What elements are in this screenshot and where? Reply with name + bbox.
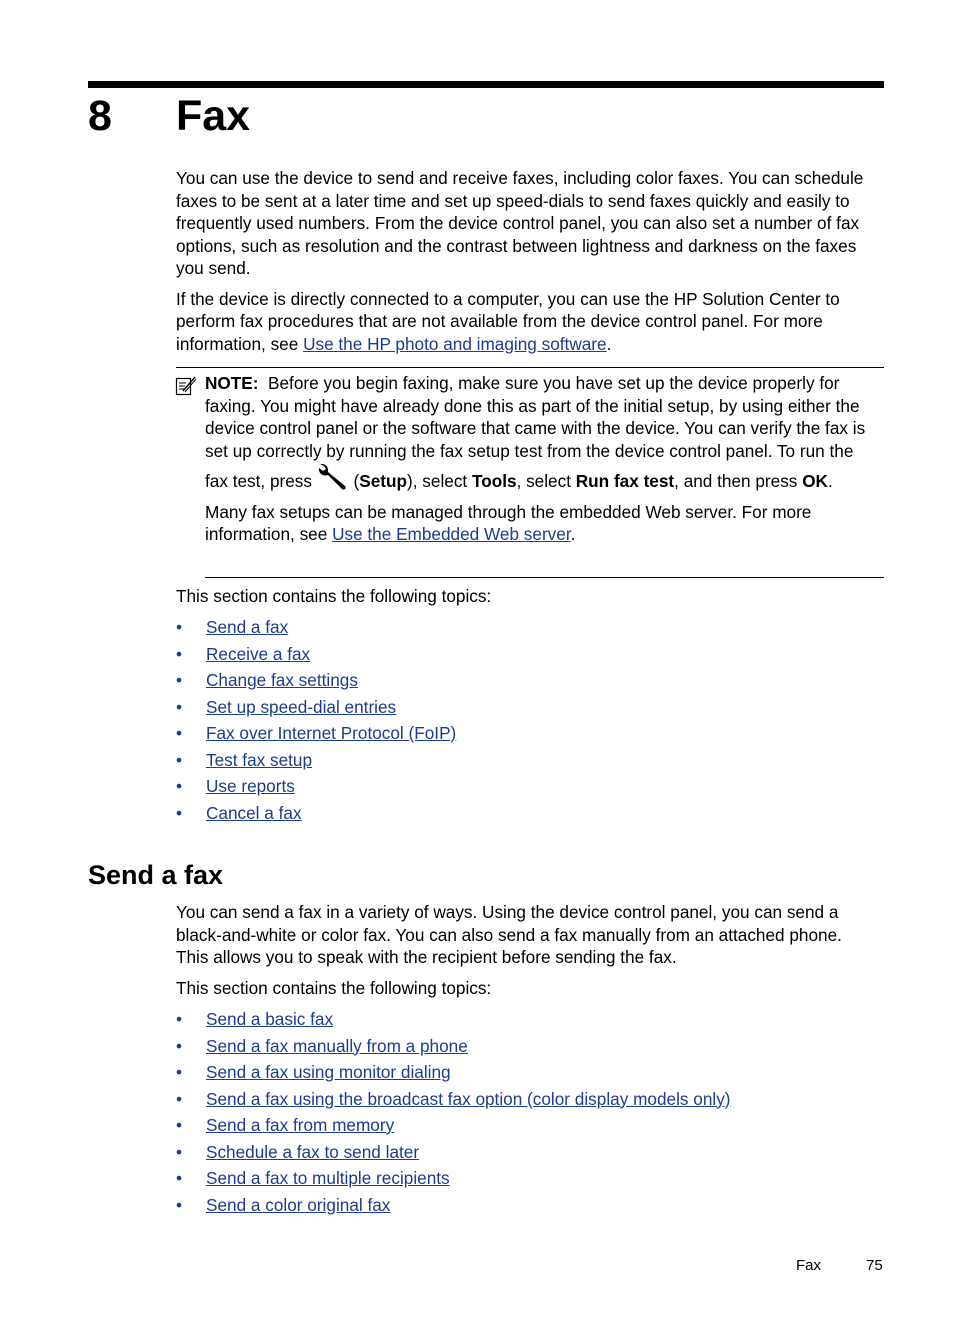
topics-list — [176, 614, 456, 826]
note-top-rule — [176, 367, 884, 368]
bullet: • — [176, 696, 183, 717]
link-use-reports[interactable]: Use reports — [206, 776, 295, 796]
intro-paragraph-1: You can use the device to send and receive faxes, including color faxes. You can schedule faxes to be sent at a later time and set up speed-dials to send faxes quickly and easily to frequently used numbers. From the device control panel, you can also set a number of fax options, such as resolution and the contrast between lightness and darkness on the faxes you send. — [176, 168, 864, 278]
bullet: • — [176, 1009, 183, 1029]
link-broadcast-fax[interactable]: Send a fax using the broadcast fax option (color display models only) — [206, 1088, 731, 1109]
intro-section — [176, 167, 876, 355]
chapter-number: 8 — [88, 92, 112, 140]
note-body — [205, 372, 877, 546]
note-setup-open: ( — [348, 471, 360, 491]
link-send-fax-manually[interactable]: Send a fax manually from a phone — [206, 1035, 468, 1056]
note-after-tools: , select — [516, 471, 576, 491]
bullet: • — [176, 723, 183, 743]
bullet: • — [176, 617, 183, 637]
send-topics-list — [176, 1006, 731, 1218]
list-item — [176, 1192, 731, 1219]
note-after-run: , and then press — [674, 471, 803, 491]
link-speed-dial-entries[interactable]: Set up speed-dial entries — [206, 696, 397, 717]
link-hp-imaging-software[interactable]: Use the HP photo and imaging software — [303, 333, 607, 354]
link-schedule-fax[interactable]: Schedule a fax to send later — [206, 1141, 420, 1162]
list-item — [176, 694, 456, 721]
note-paragraph-2 — [205, 501, 877, 546]
link-receive-a-fax[interactable]: Receive a fax — [206, 643, 311, 664]
link-color-original-fax[interactable]: Send a color original fax — [206, 1194, 391, 1215]
list-item — [176, 614, 456, 641]
note-ok-label: OK — [802, 471, 828, 491]
intro-p2-prefix: If the device is directly connected to a computer, you can use the HP Solution Center to perform fax procedures that are not available from the device control panel. For more information, see — [176, 288, 840, 354]
note-p1-text: Before you begin faxing, make sure you have set up the device properly for faxing. You might have already done this as part of the initial setup, by using either the device control panel or the software that came with the device. You can verify the fax is set up correctly by running the fax setup test from the device control panel. To run the fax test, press — [205, 373, 866, 491]
list-item — [176, 747, 456, 774]
bullet: • — [176, 802, 183, 823]
list-item — [176, 1139, 731, 1166]
list-item — [176, 1006, 731, 1033]
note-bottom-rule — [205, 577, 884, 578]
list-item — [176, 720, 456, 747]
note-p2-prefix: Many fax setups can be managed through the embedded Web server. For more information, see — [205, 501, 812, 544]
list-item — [176, 1033, 731, 1060]
link-foip[interactable]: Fax over Internet Protocol (FoIP) — [206, 723, 457, 743]
page-number: 75 — [866, 1257, 883, 1274]
link-embedded-web-server[interactable]: Use the Embedded Web server — [332, 524, 571, 544]
link-fax-from-memory[interactable]: Send a fax from memory — [206, 1115, 395, 1135]
link-cancel-a-fax[interactable]: Cancel a fax — [206, 802, 302, 823]
bullet: • — [176, 1168, 183, 1188]
note-run-fax-test: Run fax test — [575, 471, 675, 491]
bullet: • — [176, 1062, 183, 1082]
list-item — [176, 1165, 731, 1192]
list-item — [176, 800, 456, 827]
note-paragraph-1 — [205, 372, 877, 493]
note-setup-label: Setup — [359, 471, 408, 491]
chapter-title: Fax — [176, 92, 251, 140]
list-item — [176, 641, 456, 668]
list-item — [176, 773, 456, 800]
bullet: • — [176, 1194, 183, 1215]
link-test-fax-setup[interactable]: Test fax setup — [206, 749, 313, 770]
note-p2-suffix: . — [570, 524, 576, 544]
intro-p2-suffix: . — [606, 333, 612, 354]
wrench-icon — [317, 462, 349, 492]
topics-intro: This section contains the following topics: — [176, 586, 492, 606]
send-paragraph: You can send a fax in a variety of ways. Using the device control panel, you can send a black-and-white or color fax. You can also send a fax manually from an attached phone. This allows you to speak with the recipient before sending the fax. — [176, 902, 842, 967]
list-item — [176, 1086, 731, 1113]
bullet: • — [176, 1115, 183, 1135]
send-topics-intro: This section contains the following topics: — [176, 977, 492, 998]
note-period: . — [827, 471, 833, 491]
send-section-body — [176, 901, 876, 999]
list-item — [176, 1059, 731, 1086]
link-monitor-dialing[interactable]: Send a fax using monitor dialing — [206, 1062, 451, 1082]
link-change-fax-settings[interactable]: Change fax settings — [206, 670, 358, 690]
note-icon — [175, 375, 197, 397]
bullet: • — [176, 1088, 183, 1109]
note-tools-label: Tools — [471, 471, 517, 491]
bullet: • — [176, 749, 183, 770]
note-label: NOTE: — [205, 373, 259, 393]
link-send-basic-fax[interactable]: Send a basic fax — [206, 1009, 334, 1029]
intro-paragraph-2 — [176, 288, 876, 356]
section-heading-send-a-fax: Send a fax — [88, 860, 224, 890]
footer-section: Fax — [796, 1257, 822, 1274]
link-send-a-fax[interactable]: Send a fax — [206, 617, 289, 637]
bullet: • — [176, 643, 183, 664]
link-multiple-recipients[interactable]: Send a fax to multiple recipients — [206, 1168, 450, 1188]
note-after-setup: ), select — [407, 471, 472, 491]
bullet: • — [176, 776, 183, 796]
list-item — [176, 667, 456, 694]
bullet: • — [176, 670, 183, 690]
bullet: • — [176, 1035, 183, 1056]
chapter-rule — [88, 81, 884, 88]
list-item — [176, 1112, 731, 1139]
bullet: • — [176, 1141, 183, 1162]
